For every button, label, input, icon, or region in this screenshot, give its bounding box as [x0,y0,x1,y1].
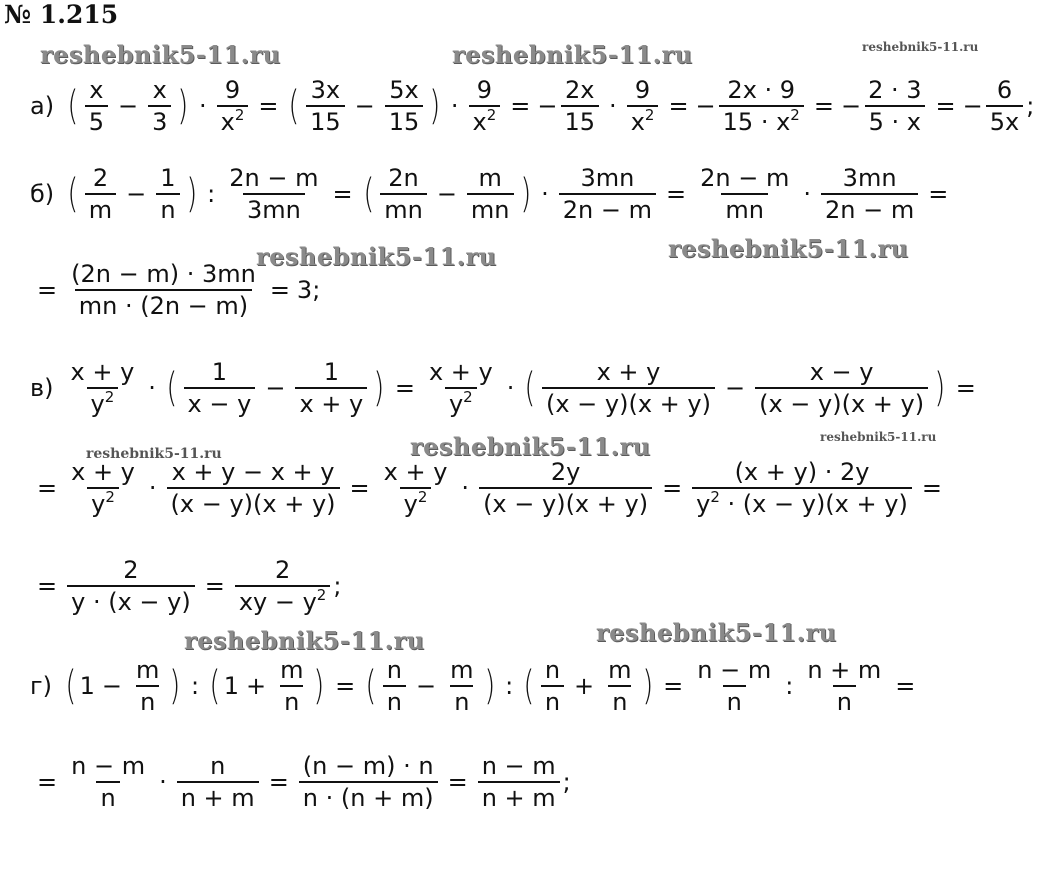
watermark: reshebnik5-11.ru [596,618,837,647]
paren: ) [429,83,441,129]
fraction: $\frac{1}{x - y}$ [184,358,256,418]
solution-g-cont: = $\frac{n - m}{n}$ · $\frac{n}{n + m}$ = $\frac{(n - m) \cdot n}{n \cdot (n + m)}$ = $\frac{n - m}{n + m}$ ; [37,752,571,812]
watermark: reshebnik5-11.ru [40,40,281,69]
solution-g: г) ( 1 − $\frac{m}{n}$ ) : ( 1 + $\frac{m}{n}$ ) = ( $\frac{n}{n}$ − $\frac{m}{n}$ ) : ( $\frac{n}{n}$ + $\frac{m}{n}$ ) = $\frac{n - m}{n}$ : $\frac{n + m}{n}$ = [30,656,916,716]
watermark: reshebnik5-11.ru [184,626,425,655]
fraction: $\frac{m}{n}$ [450,656,474,716]
fraction: $\frac{x + y}{y^2}$ [71,458,135,518]
fraction: $\frac{n}{n + m}$ [177,752,259,812]
fraction: $\frac{(2n - m) \cdot 3mn}{mn \cdot (2n - m)}$ [71,260,256,320]
label-a: а) [30,92,55,120]
label-g: г) [30,672,52,700]
fraction: $\frac{2n - m}{3mn}$ [229,164,319,224]
solution-v: в) $\frac{x + y}{y^2}$ · ( $\frac{1}{x - y}$ − $\frac{1}{x + y}$ ) = $\frac{x + y}{y^2}$ · ( $\frac{x + y}{(x - y)(x + y)}$ − $\frac{x - y}{(x - y)(x + y)}$ ) = [30,358,976,418]
fraction: $\frac{m}{n}$ [280,656,304,716]
fraction: $\frac{x - y}{(x - y)(x + y)}$ [755,358,928,418]
fraction: $\frac{2y}{(x - y)(x + y)}$ [479,458,652,518]
fraction: $\frac{x}{5}$ [85,76,108,136]
paren: ) [177,83,189,129]
fraction: $\frac{m}{mn}$ [467,164,514,224]
fraction: $\frac{3mn}{2n - m}$ [821,164,918,224]
solution-b-cont: = $\frac{(2n - m) \cdot 3mn}{mn \cdot (2n - m)}$ = 3; [37,260,321,320]
fraction: $\frac{2}{m}$ [85,164,116,224]
watermark: reshebnik5-11.ru [668,234,909,263]
fraction: $\frac{m}{n}$ [135,656,160,716]
fraction: $\frac{3mn}{2n - m}$ [559,164,656,224]
watermark: reshebnik5-11.ru [256,242,497,271]
fraction: $\frac{x + y - x + y}{(x - y)(x + y)}$ [167,458,340,518]
fraction: $\frac{9}{x^2}$ [217,76,249,136]
solution-v-result: = $\frac{2}{y \cdot (x - y)}$ = $\frac{2}{xy - y^2}$ ; [37,556,342,616]
fraction: $\frac{2}{y \cdot (x - y)}$ [67,556,195,616]
fraction: $\frac{2n}{mn}$ [380,164,427,224]
fraction: $\frac{9}{x^2}$ [469,76,501,136]
fraction: $\frac{2x \cdot 9}{15 \cdot x^2}$ [719,76,804,136]
watermark: reshebnik5-11.ru [862,40,979,54]
solution-v-cont: = $\frac{x + y}{y^2}$ · $\frac{x + y - x + y}{(x - y)(x + y)}$ = $\frac{x + y}{y^2}$ · $\frac{2y}{(x - y)(x + y)}$ = $\frac{(x + y) \cdot 2y}{y^2 \cdot (x - y)(x + y)}$ = [37,458,942,518]
fraction: $\frac{9}{x^2}$ [627,76,659,136]
fraction: $\frac{(x + y) \cdot 2y}{y^2 \cdot (x - y)(x + y)}$ [692,458,912,518]
paren: ( [288,83,300,129]
fraction: $\frac{n - m}{n + m}$ [478,752,560,812]
fraction: $\frac{3x}{15}$ [306,76,345,136]
fraction: $\frac{5x}{15}$ [385,76,424,136]
fraction: $\frac{2x}{15}$ [561,76,600,136]
fraction: $\frac{2 \cdot 3}{5 \cdot x}$ [864,76,925,136]
fraction: $\frac{2}{xy - y^2}$ [235,556,331,616]
fraction: $\frac{x}{3}$ [148,76,171,136]
watermark: reshebnik5-11.ru [410,432,651,461]
fraction: $\frac{n + m}{n}$ [807,656,882,716]
watermark: reshebnik5-11.ru [820,430,937,444]
fraction: $\frac{(n - m) \cdot n}{n \cdot (n + m)}$ [299,752,438,812]
fraction: $\frac{1}{x + y}$ [295,358,367,418]
fraction: $\frac{x + y}{y^2}$ [70,358,135,418]
label-v: в) [30,374,54,402]
fraction: $\frac{x + y}{(x - y)(x + y)}$ [542,358,715,418]
problem-number: № 1.215 [4,0,119,29]
fraction: $\frac{n}{n}$ [383,656,406,716]
watermark: reshebnik5-11.ru [86,446,222,462]
fraction: $\frac{n}{n}$ [541,656,564,716]
fraction: $\frac{x + y}{y^2}$ [383,458,448,518]
solution-a: а) ( $\frac{x}{5}$ − $\frac{x}{3}$ ) · $\frac{9}{x^2}$ = ( $\frac{3x}{15}$ − $\frac{5x}{15}$ ) · $\frac{9}{x^2}$ = − $\frac{2x}{15}$ · $\frac{9}{x^2}$ = − $\frac{2x \cdot 9}{15 \cdot x^2}$ = − $\frac{2 \cdot 3}{5 \cdot x}$ = − $\frac{6}{5x}$ ; [30,76,1035,136]
fraction: $\frac{x + y}{y^2}$ [428,358,493,418]
fraction: $\frac{2n - m}{mn}$ [700,164,790,224]
paren: ( [67,83,79,129]
fraction: $\frac{m}{n}$ [608,656,632,716]
fraction: $\frac{n - m}{n}$ [71,752,146,812]
solution-b: б) ( $\frac{2}{m}$ − $\frac{1}{n}$ ) : $\frac{2n - m}{3mn}$ = ( $\frac{2n}{mn}$ − $\frac{m}{mn}$ ) · $\frac{3mn}{2n - m}$ = $\frac{2n - m}{mn}$ · $\frac{3mn}{2n - m}$ = [30,164,949,224]
fraction: $\frac{1}{n}$ [156,164,179,224]
label-b: б) [30,180,55,208]
fraction: $\frac{6}{5x}$ [986,76,1023,136]
fraction: $\frac{n - m}{n}$ [697,656,772,716]
watermark: reshebnik5-11.ru [452,40,693,69]
